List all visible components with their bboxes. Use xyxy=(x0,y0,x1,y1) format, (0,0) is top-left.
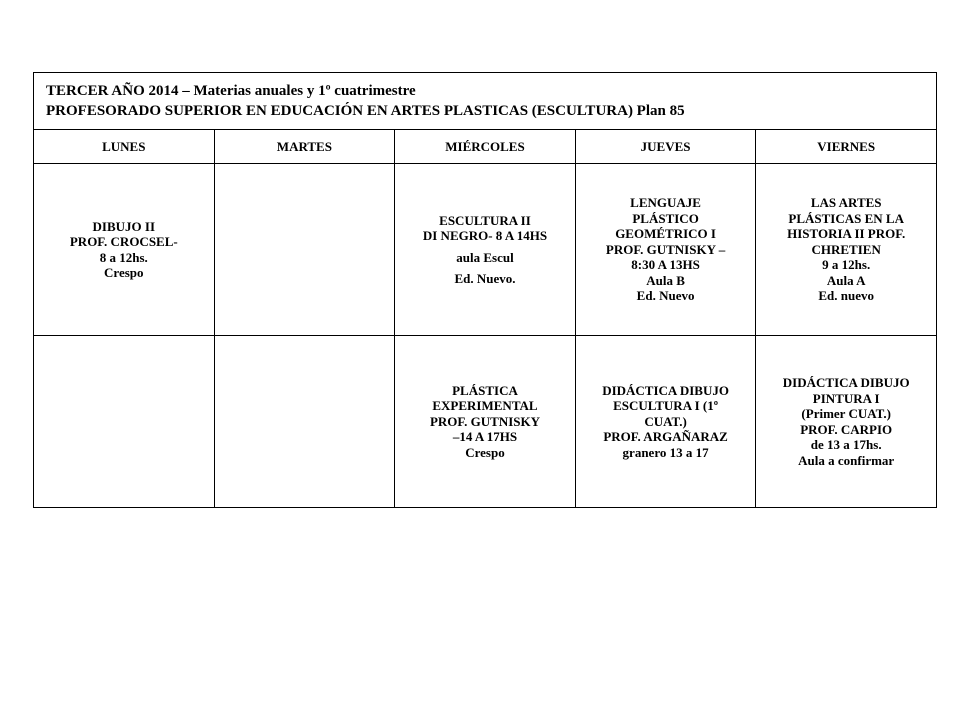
cell-r2-martes xyxy=(214,336,395,508)
cell-line: Aula a confirmar xyxy=(798,452,895,468)
cell-line: CHRETIEN xyxy=(811,241,881,257)
title-row xyxy=(34,73,937,130)
schedule-row-2 xyxy=(34,336,937,508)
cell-line: ESCULTURA II xyxy=(439,212,531,228)
cell-r1-viernes xyxy=(756,164,937,336)
cell-line: aula Escul xyxy=(456,249,514,265)
cell-line: de 13 a 17hs. xyxy=(810,437,882,452)
day-lunes: LUNES xyxy=(34,130,215,164)
day-martes: MARTES xyxy=(214,130,395,164)
cell-line: PROF. GUTNISKY xyxy=(429,413,540,429)
cell-line: Ed. nuevo xyxy=(818,288,874,304)
cell-r1-jueves xyxy=(575,164,756,336)
cell-line: HISTORIA II PROF. xyxy=(787,226,906,242)
cell-line: LENGUAJE xyxy=(630,195,701,211)
schedule-table xyxy=(33,72,937,508)
cell-r2-jueves xyxy=(575,336,756,508)
cell-r2-lunes xyxy=(34,336,215,508)
cell-line: DI NEGRO- 8 A 14HS xyxy=(422,228,548,243)
day-miercoles: MIÉRCOLES xyxy=(395,130,576,164)
cell-line: PLÁSTICA xyxy=(452,382,518,398)
cell-line: 8:30 A 13HS xyxy=(631,257,700,273)
cell-line: GEOMÉTRICO I xyxy=(615,226,716,242)
cell-line: LAS ARTES xyxy=(810,195,882,211)
day-header-row xyxy=(34,130,937,164)
cell-line: Crespo xyxy=(104,265,144,280)
cell-line: PROF. GUTNISKY – xyxy=(605,241,726,257)
cell-line: ESCULTURA I (1º xyxy=(613,398,719,414)
cell-line: PROF. CROCSEL- xyxy=(69,234,178,249)
cell-line: Aula A xyxy=(826,272,866,288)
cell-line: (Primer CUAT.) xyxy=(801,406,891,421)
title-cell xyxy=(34,73,937,130)
cell-line: PROF. ARGAÑARAZ xyxy=(603,429,728,445)
cell-line: PROF. CARPIO xyxy=(800,421,893,437)
cell-line: granero 13 a 17 xyxy=(622,444,709,460)
cell-line: Aula B xyxy=(646,272,685,288)
schedule-sheet xyxy=(33,72,937,508)
cell-line: Ed. Nuevo xyxy=(636,288,695,304)
cell-line: Crespo xyxy=(465,444,505,460)
cell-line: Ed. Nuevo. xyxy=(454,271,516,286)
cell-line: 8 a 12hs. xyxy=(99,249,148,265)
cell-line: CUAT.) xyxy=(644,413,687,429)
day-viernes: VIERNES xyxy=(756,130,937,164)
cell-line: DIDÁCTICA DIBUJO xyxy=(602,382,729,398)
cell-line: EXPERIMENTAL xyxy=(432,398,538,414)
cell-line: 9 a 12hs. xyxy=(822,257,871,273)
cell-line: PINTURA I xyxy=(812,390,880,406)
title-line-2: PROFESORADO SUPERIOR EN EDUCACIÓN EN ARTES PLASTICAS (ESCULTURA) Plan 85 xyxy=(46,103,685,119)
title-line-1: TERCER AÑO 2014 – Materias anuales y 1º cuatrimestre xyxy=(46,83,416,99)
schedule-row-1 xyxy=(34,164,937,336)
day-jueves: JUEVES xyxy=(575,130,756,164)
cell-line: PLÁSTICAS EN LA xyxy=(788,210,904,226)
cell-r1-miercoles xyxy=(395,164,576,336)
cell-r1-martes xyxy=(214,164,395,336)
cell-line: DIDÁCTICA DIBUJO xyxy=(782,375,910,390)
cell-line: PLÁSTICO xyxy=(632,210,699,226)
cell-r2-viernes xyxy=(756,336,937,508)
cell-r1-lunes xyxy=(34,164,215,336)
cell-r2-miercoles xyxy=(395,336,576,508)
cell-line: –14 A 17HS xyxy=(452,429,518,445)
cell-line: DIBUJO II xyxy=(92,218,156,234)
